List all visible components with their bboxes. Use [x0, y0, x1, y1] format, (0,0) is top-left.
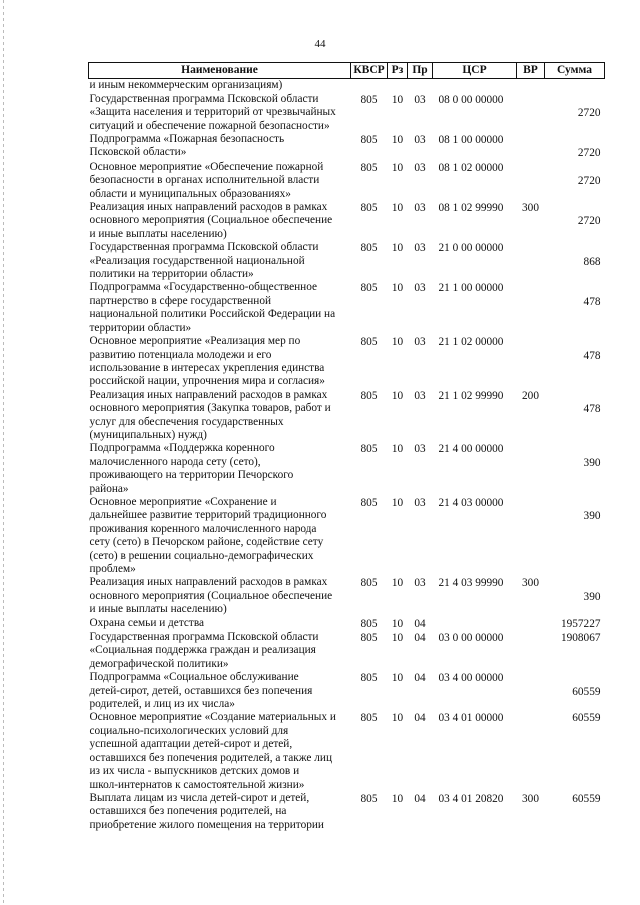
row-name-line: использование в интересах укрепления единства	[89, 361, 325, 374]
row-csr: 03 4 00 00000	[438, 672, 504, 685]
row-vr	[517, 617, 545, 631]
row-rz: 10	[391, 443, 404, 456]
row-csr: 21 4 03 99990	[438, 577, 504, 590]
row-kvsr: 805	[360, 617, 378, 630]
row-name-line: территории области»	[89, 321, 192, 334]
header-vr: ВР	[517, 63, 545, 79]
row-rz: 10	[391, 632, 404, 645]
row-vr	[517, 79, 545, 93]
row-name-line: ситуаций и обеспечение пожарной безопасности»	[89, 119, 330, 132]
row-pr: 03	[414, 242, 426, 255]
row-rz	[388, 79, 408, 93]
row-rz: 10	[391, 282, 404, 295]
table-row	[89, 617, 605, 631]
row-pr: 03	[414, 336, 426, 349]
row-csr: 08 1 02 99990	[438, 202, 504, 215]
row-kvsr: 805	[360, 282, 378, 295]
row-name	[89, 79, 351, 93]
row-pr: 04	[414, 632, 426, 645]
row-name	[89, 496, 351, 576]
row-sum: 60559	[572, 685, 601, 698]
table-row	[89, 161, 605, 201]
row-kvsr: 805	[360, 792, 378, 805]
row-rz: 10	[391, 161, 404, 174]
row-kvsr: 805	[360, 202, 378, 215]
row-csr: 21 0 00 00000	[438, 242, 504, 255]
row-rz: 10	[391, 242, 404, 255]
row-name-line: Подпрограмма «Пожарная безопасность	[89, 133, 285, 146]
row-csr: 21 1 00 00000	[438, 282, 504, 295]
row-kvsr: 805	[360, 389, 378, 402]
row-name-line: «Социальная поддержка граждан и реализация	[89, 644, 316, 657]
table-row	[89, 241, 605, 281]
row-sum: 478	[583, 349, 601, 362]
table-row	[89, 281, 605, 335]
row-vr: 300	[522, 792, 539, 805]
row-kvsr: 805	[360, 242, 378, 255]
header-sum: Сумма	[545, 63, 605, 79]
row-pr: 04	[414, 792, 426, 805]
row-vr	[517, 711, 545, 791]
row-name-line: родителей, и лиц из их числа»	[89, 698, 235, 711]
row-pr	[408, 79, 433, 93]
row-rz: 10	[391, 577, 404, 590]
header-csr: ЦСР	[433, 63, 517, 79]
row-sum: 390	[583, 590, 601, 603]
header-kvsr: КВСР	[351, 63, 388, 79]
row-name-line: российской нации, упрочнения мира и согласия»	[89, 375, 325, 388]
table-row	[89, 576, 605, 616]
row-name-line: Выплата лицам из числа детей-сирот и детей,	[89, 791, 310, 804]
row-pr: 03	[414, 202, 426, 215]
row-name-line: успешной адаптации детей-сирот и детей,	[89, 738, 293, 751]
row-kvsr: 805	[360, 672, 378, 685]
row-rz: 10	[391, 134, 404, 147]
row-name-line: дальнейшее развитие территорий традиционного	[89, 509, 327, 522]
row-name-line: детей-сирот, детей, оставшихся без попечения	[89, 684, 313, 697]
row-csr: 08 1 00 00000	[438, 134, 504, 147]
header-name: Наименование	[89, 63, 351, 79]
row-name	[89, 281, 351, 335]
row-name	[89, 93, 351, 133]
row-kvsr: 805	[360, 161, 378, 174]
row-vr	[517, 161, 545, 201]
row-name	[89, 201, 351, 241]
row-kvsr: 805	[360, 712, 378, 725]
table-row	[89, 335, 605, 389]
row-csr: 03 0 00 00000	[438, 632, 504, 645]
table-header-row	[89, 63, 605, 79]
row-name-line: и иные выплаты населению)	[89, 603, 227, 616]
row-sum: 478	[583, 403, 601, 416]
row-vr	[517, 335, 545, 389]
row-name-line: и иным некоммерческим организациям)	[89, 79, 283, 92]
page-number: 44	[314, 38, 326, 50]
header-rz: Рз	[388, 63, 408, 79]
row-name-line: национальной политики Российской Федерации на	[89, 308, 336, 321]
budget-table-wrapper	[88, 62, 604, 832]
row-name-line: Государственная программа Псковской области	[89, 92, 319, 105]
row-vr: 300	[522, 577, 539, 590]
row-rz: 10	[391, 202, 404, 215]
row-name-line: Основное мероприятие «Сохранение и	[89, 495, 277, 508]
row-kvsr	[351, 79, 388, 93]
row-csr	[433, 617, 517, 631]
row-name-line: Основное мероприятие «Обеспечение пожарной	[89, 160, 324, 173]
row-csr: 03 4 01 00000	[438, 712, 504, 725]
row-rz: 10	[391, 389, 404, 402]
row-name-line: (сето) в решении социально-демографических	[89, 549, 314, 562]
row-pr: 03	[414, 134, 426, 147]
header-pr: Пр	[408, 63, 433, 79]
row-sum: 1908067	[560, 632, 601, 645]
row-name-line: Основное мероприятие «Создание материальных и	[89, 711, 336, 724]
table-row	[89, 442, 605, 496]
row-name	[89, 711, 351, 791]
row-csr: 03 4 01 20820	[438, 792, 504, 805]
row-name	[89, 133, 351, 161]
row-name-line: школ-интернатов к самостоятельной жизни»	[89, 778, 305, 791]
row-name	[89, 617, 351, 631]
row-name-line: развитию потенциала молодежи и его	[89, 348, 272, 361]
row-vr	[517, 631, 545, 671]
table-row	[89, 93, 605, 133]
row-name-line: социально-психологических условий для	[89, 724, 289, 737]
row-csr: 21 1 02 00000	[438, 336, 504, 349]
row-sum: 60559	[572, 792, 601, 805]
row-pr: 03	[414, 389, 426, 402]
table-row	[89, 496, 605, 576]
row-name-line: «Реализация государственной национальной	[89, 254, 305, 267]
row-csr: 21 1 02 99990	[438, 389, 504, 402]
row-rz: 10	[391, 617, 404, 630]
row-sum: 2720	[577, 107, 601, 120]
row-name-line: «Защита населения и территорий от чрезвычайных	[89, 106, 336, 119]
row-name-line: Подпрограмма «Поддержка коренного	[89, 442, 275, 455]
table-row	[89, 389, 605, 443]
row-kvsr: 805	[360, 632, 378, 645]
row-vr	[517, 442, 545, 496]
row-rz: 10	[391, 672, 404, 685]
row-vr	[517, 496, 545, 576]
row-sum: 2720	[577, 215, 601, 228]
row-vr	[517, 133, 545, 161]
row-name-line: основного мероприятия (Закупка товаров, работ и	[89, 402, 331, 415]
row-name-line: проживания коренного малочисленного народа	[89, 522, 317, 535]
row-csr: 08 0 00 00000	[438, 93, 504, 106]
row-sum: 2720	[577, 175, 601, 188]
row-name-line: Реализация иных направлений расходов в рамках	[89, 201, 328, 214]
table-row	[89, 792, 605, 832]
row-pr: 03	[414, 93, 426, 106]
row-pr: 04	[414, 617, 426, 630]
budget-table	[88, 62, 605, 832]
row-pr: 03	[414, 282, 426, 295]
row-vr	[517, 281, 545, 335]
row-name-line: Реализация иных направлений расходов в рамках	[89, 576, 328, 589]
row-name-line: из их числа - выпускников детских домов и	[89, 765, 300, 778]
row-pr: 03	[414, 443, 426, 456]
row-name-line: проблем»	[89, 563, 136, 576]
row-name-line: области и муниципальных образованиях»	[89, 187, 291, 200]
row-sum: 60559	[572, 712, 601, 725]
row-sum: 1957227	[560, 617, 601, 630]
row-name	[89, 335, 351, 389]
row-name-line: Подпрограмма «Социальное обслуживание	[89, 671, 299, 684]
row-sum: 390	[583, 456, 601, 469]
row-name	[89, 442, 351, 496]
row-kvsr: 805	[360, 496, 378, 509]
row-vr: 300	[522, 202, 539, 215]
row-name	[89, 792, 351, 832]
row-name-line: оставшихся без попечения родителей, а также лиц	[89, 751, 332, 764]
row-name	[89, 389, 351, 443]
row-csr: 08 1 02 00000	[438, 161, 504, 174]
row-pr: 03	[414, 577, 426, 590]
scan-edge	[3, 0, 4, 905]
row-vr	[517, 93, 545, 133]
row-kvsr: 805	[360, 93, 378, 106]
row-sum: 478	[583, 295, 601, 308]
row-sum	[545, 79, 605, 93]
row-name-line: приобретение жилого помещения на территории	[89, 818, 324, 831]
row-name-line: демографической политики»	[89, 657, 229, 670]
row-name-line: оставшихся без попечения родителей, на	[89, 805, 287, 818]
row-kvsr: 805	[360, 577, 378, 590]
table-row	[89, 631, 605, 671]
row-name-line: политики на территории области»	[89, 268, 254, 281]
row-name-line: Подпрограмма «Государственно-общественное	[89, 281, 318, 294]
row-csr: 21 4 00 00000	[438, 443, 504, 456]
row-pr: 04	[414, 672, 426, 685]
row-name-line: услуг для обеспечения государственных	[89, 415, 284, 428]
row-kvsr: 805	[360, 336, 378, 349]
row-name-line: партнерство в сфере государственной	[89, 294, 272, 307]
row-rz: 10	[391, 792, 404, 805]
row-name-line: основного мероприятия (Социальное обеспечение	[89, 214, 333, 227]
row-name-line: Основное мероприятие «Реализация мер по	[89, 335, 301, 348]
table-row	[89, 711, 605, 791]
row-name	[89, 161, 351, 201]
row-kvsr: 805	[360, 443, 378, 456]
table-row	[89, 671, 605, 711]
row-name-line: Государственная программа Псковской области	[89, 241, 319, 254]
row-name-line: Государственная программа Псковской области	[89, 631, 319, 644]
row-name-line: Псковской области»	[89, 146, 187, 159]
row-vr: 200	[522, 389, 539, 402]
row-sum: 868	[583, 255, 601, 268]
row-name-line: малочисленного народа сету (сето),	[89, 455, 261, 468]
row-sum: 390	[583, 510, 601, 523]
row-csr	[433, 79, 517, 93]
row-rz: 10	[391, 712, 404, 725]
row-pr: 03	[414, 496, 426, 509]
row-name-line: района»	[89, 482, 129, 495]
row-name	[89, 576, 351, 616]
row-name	[89, 671, 351, 711]
table-row	[89, 79, 605, 93]
row-name-line: Реализация иных направлений расходов в рамках	[89, 388, 328, 401]
row-sum: 2720	[577, 147, 601, 160]
row-rz: 10	[391, 336, 404, 349]
table-row	[89, 133, 605, 161]
row-name-line: (муниципальных) нужд)	[89, 428, 207, 441]
row-name-line: сету (сето) в Печорском районе, содействие сету	[89, 536, 324, 549]
row-rz: 10	[391, 93, 404, 106]
row-pr: 04	[414, 712, 426, 725]
row-name	[89, 241, 351, 281]
table-row	[89, 201, 605, 241]
row-name-line: проживающего на территории Печорского	[89, 469, 294, 482]
row-kvsr: 805	[360, 134, 378, 147]
row-name	[89, 631, 351, 671]
row-name-line: безопасности в органах исполнительной власти	[89, 174, 320, 187]
row-csr: 21 4 03 00000	[438, 496, 504, 509]
row-pr: 03	[414, 161, 426, 174]
table-body	[89, 79, 605, 832]
row-name-line: и иные выплаты населению)	[89, 227, 227, 240]
row-rz: 10	[391, 496, 404, 509]
row-vr	[517, 241, 545, 281]
row-vr	[517, 671, 545, 711]
row-name-line: основного мероприятия (Социальное обеспечение	[89, 589, 333, 602]
row-name-line: Охрана семьи и детства	[89, 616, 205, 629]
